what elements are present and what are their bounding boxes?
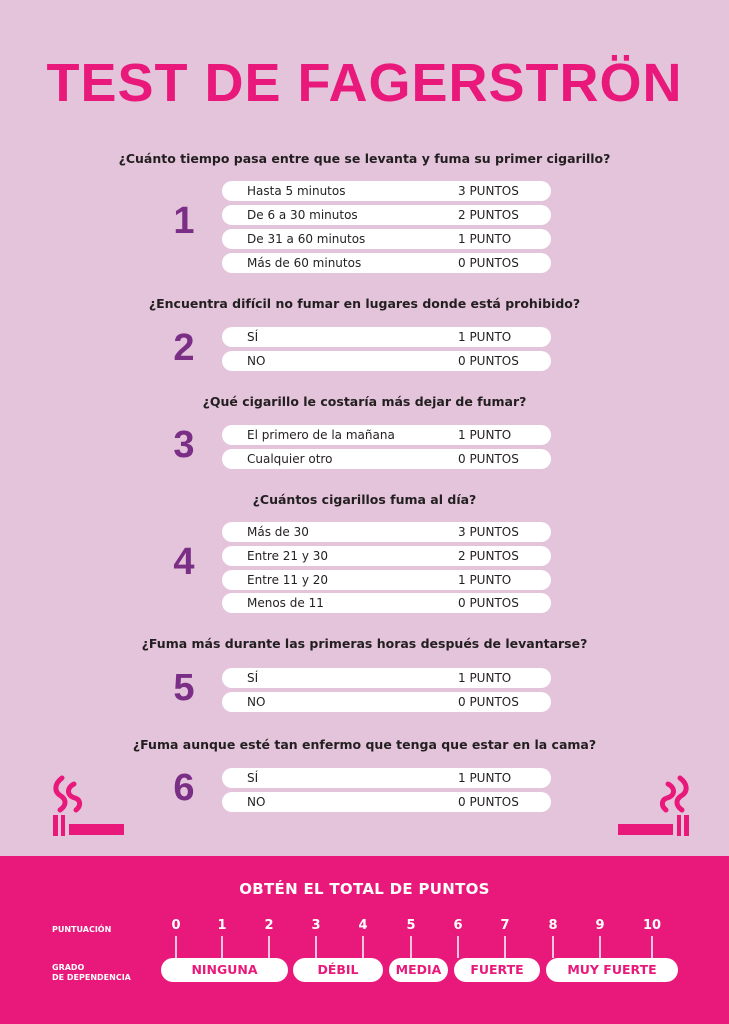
option-points: 3 PUNTOS: [458, 525, 519, 539]
option-label: NO: [247, 695, 266, 709]
question-3: ¿Qué cigarillo le costaría más dejar de fumar?: [202, 394, 527, 409]
option-label: Cualquier otro: [247, 452, 333, 466]
option-1-2[interactable]: [222, 205, 551, 225]
score-4: 4: [358, 918, 368, 933]
score-2: 2: [264, 918, 274, 933]
option-label: NO: [247, 795, 266, 809]
option-2-2[interactable]: [222, 351, 551, 371]
question-5: ¿Fuma más durante las primeras horas después de levantarse?: [141, 636, 588, 651]
option-1-1[interactable]: [222, 181, 551, 201]
option-points: 1 PUNTO: [458, 771, 512, 785]
option-points: 1 PUNTO: [458, 428, 512, 442]
score-8: 8: [548, 918, 558, 933]
option-points: 0 PUNTOS: [458, 596, 519, 610]
cigarette-smoke-icon: [48, 774, 128, 836]
level-muy-fuerte: MUY FUERTE: [546, 958, 678, 982]
option-label: El primero de la mañana: [247, 428, 395, 442]
option-points: 1 PUNTO: [458, 573, 512, 587]
option-points: 1 PUNTO: [458, 671, 512, 685]
option-2-1[interactable]: [222, 327, 551, 347]
score-7: 7: [500, 918, 510, 933]
option-points: 0 PUNTOS: [458, 354, 519, 368]
option-1-4[interactable]: [222, 253, 551, 273]
question-4: ¿Cuántos cigarillos fuma al día?: [252, 492, 477, 507]
option-4-2[interactable]: [222, 546, 551, 566]
question-2: ¿Encuentra difícil no fumar en lugares donde está prohibido?: [148, 296, 581, 311]
level-ninguna: NINGUNA: [161, 958, 288, 982]
option-6-1[interactable]: [222, 768, 551, 788]
question-number-4: 4: [173, 541, 195, 583]
option-label: Entre 11 y 20: [247, 573, 329, 587]
option-label: Más de 60 minutos: [247, 256, 362, 270]
cigarette-smoke-icon: [614, 774, 694, 836]
question-number-6: 6: [173, 767, 195, 809]
option-5-1[interactable]: [222, 668, 551, 688]
score-label: PUNTUACIÓN: [52, 925, 112, 934]
score-6: 6: [453, 918, 463, 933]
score-footer: [0, 856, 729, 1024]
option-1-3[interactable]: [222, 229, 551, 249]
option-points: 0 PUNTOS: [458, 795, 519, 809]
score-9: 9: [595, 918, 605, 933]
option-points: 2 PUNTOS: [458, 208, 519, 222]
footer-title: OBTÉN EL TOTAL DE PUNTOS: [239, 880, 490, 898]
option-4-4[interactable]: [222, 593, 551, 613]
option-3-2[interactable]: [222, 449, 551, 469]
option-label: Entre 21 y 30: [247, 549, 329, 563]
question-1: ¿Cuánto tiempo pasa entre que se levanta y fuma su primer cigarillo?: [118, 151, 611, 166]
score-10: 10: [642, 918, 662, 933]
option-label: SÍ: [247, 771, 259, 785]
option-points: 0 PUNTOS: [458, 452, 519, 466]
score-1: 1: [217, 918, 227, 933]
option-label: Menos de 11: [247, 596, 324, 610]
option-points: 1 PUNTO: [458, 330, 512, 344]
grade-label-line2: DE DEPENDENCIA: [52, 973, 131, 982]
question-number-2: 2: [173, 327, 195, 369]
level-debil: DÉBIL: [293, 958, 383, 982]
option-points: 2 PUNTOS: [458, 549, 519, 563]
question-6: ¿Fuma aunque esté tan enfermo que tenga que estar en la cama?: [132, 737, 597, 752]
score-3: 3: [311, 918, 321, 933]
score-0: 0: [171, 918, 181, 933]
option-points: 1 PUNTO: [458, 232, 512, 246]
score-5: 5: [406, 918, 416, 933]
option-points: 3 PUNTOS: [458, 184, 519, 198]
question-number-3: 3: [173, 424, 195, 466]
option-4-3[interactable]: [222, 570, 551, 590]
option-label: SÍ: [247, 671, 259, 685]
option-points: 0 PUNTOS: [458, 695, 519, 709]
option-5-2[interactable]: [222, 692, 551, 712]
option-label: Hasta 5 minutos: [247, 184, 346, 198]
page-title: TEST DE FAGERSTRÖN: [46, 53, 683, 113]
level-media: MEDIA: [389, 958, 448, 982]
option-label: De 6 a 30 minutos: [247, 208, 358, 222]
question-number-1: 1: [173, 200, 195, 242]
option-points: 0 PUNTOS: [458, 256, 519, 270]
level-fuerte: FUERTE: [454, 958, 540, 982]
option-6-2[interactable]: [222, 792, 551, 812]
option-label: NO: [247, 354, 266, 368]
option-label: SÍ: [247, 330, 259, 344]
score-ticks: [0, 856, 729, 1024]
question-number-5: 5: [173, 667, 195, 709]
option-label: De 31 a 60 minutos: [247, 232, 366, 246]
option-4-1[interactable]: [222, 522, 551, 542]
option-3-1[interactable]: [222, 425, 551, 445]
grade-label-line1: GRADO: [52, 963, 85, 972]
option-label: Más de 30: [247, 525, 309, 539]
